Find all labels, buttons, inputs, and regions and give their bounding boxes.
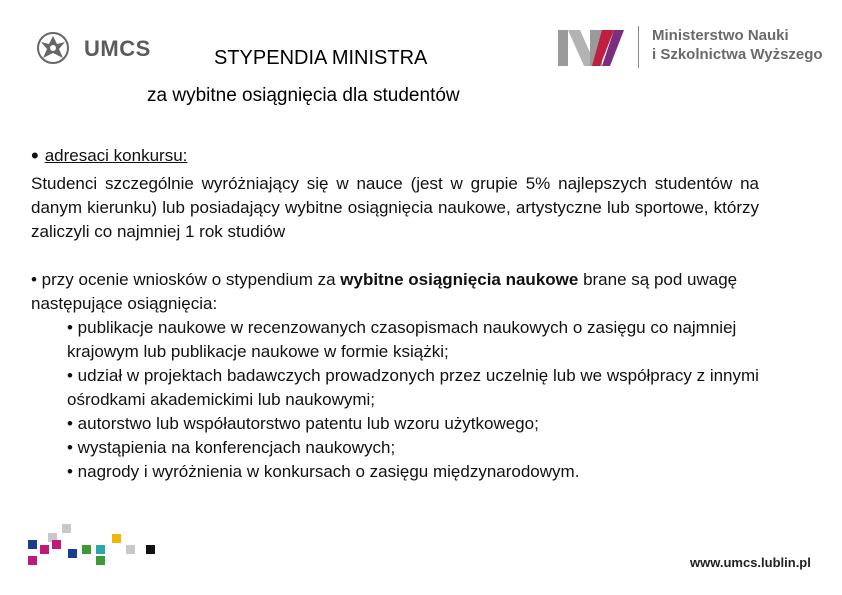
eligibility-text: Studenci szczególnie wyróżniający się w nauce (jest w grupie 5% najlepszych studentów na danym kierunku) lub posiadający wybitne osiągnięcia naukowe, artystyczne lub sportowe, którzy zaliczyli co najmniej 1 rok studiów (31, 174, 759, 241)
umcs-logo-text: UMCS (84, 36, 151, 61)
square-decor (52, 540, 61, 549)
section-label: adresaci konkursu: (44, 146, 188, 165)
square-decor (68, 549, 77, 558)
criteria-block (31, 268, 759, 484)
bullet-icon: • (31, 143, 39, 168)
ministry-name-line1: Ministerstwo Nauki (652, 27, 789, 44)
square-decor (28, 540, 37, 549)
page-subtitle: za wybitne osiągnięcia dla studentów (147, 85, 460, 106)
ministry-name-line2: i Szkolnictwa Wyższego (652, 46, 823, 63)
criteria-item: • wystąpienia na konferencjach naukowych; (67, 438, 396, 457)
ministry-emblem-icon (556, 26, 626, 70)
square-decor (126, 545, 135, 554)
square-decor (40, 545, 49, 554)
square-decor (96, 545, 105, 554)
ministry-logo (556, 26, 626, 70)
criteria-intro-end: brane są pod uwagę następujące osiągnięcia: (31, 270, 738, 313)
criteria-intro-start: • przy ocenie wniosków o stypendium za (31, 270, 341, 289)
section-heading (31, 143, 187, 169)
square-decor (146, 545, 155, 554)
criteria-item: • udział w projektach badawczych prowadzonych przez uczelnię lub we współpracy z innymi ośrodkami akademickimi lub naukowymi; (67, 366, 759, 409)
eagle-emblem-icon (30, 28, 76, 68)
ministry-divider (638, 26, 639, 68)
square-decor (28, 556, 37, 565)
criteria-intro-bold: wybitne osiągnięcia naukowe (340, 270, 579, 289)
criteria-item: • publikacje naukowe w recenzowanych czasopismach naukowych o zasięgu co najmniej krajowym lub publikacje naukowe w formie książki; (67, 318, 737, 361)
square-decor (96, 556, 105, 565)
criteria-intro (31, 268, 759, 316)
square-decor (62, 524, 71, 533)
criteria-item: • nagrody i wyróżnienia w konkursach o zasięgu międzynarodowym. (67, 462, 580, 481)
square-decor (82, 545, 91, 554)
page-title: STYPENDIA MINISTRA (214, 47, 428, 69)
criteria-item: • autorstwo lub współautorstwo patentu lub wzoru użytkowego; (67, 414, 539, 433)
square-decor (112, 534, 121, 543)
footer-url: www.umcs.lublin.pl (690, 555, 811, 570)
ministry-name (652, 26, 823, 64)
